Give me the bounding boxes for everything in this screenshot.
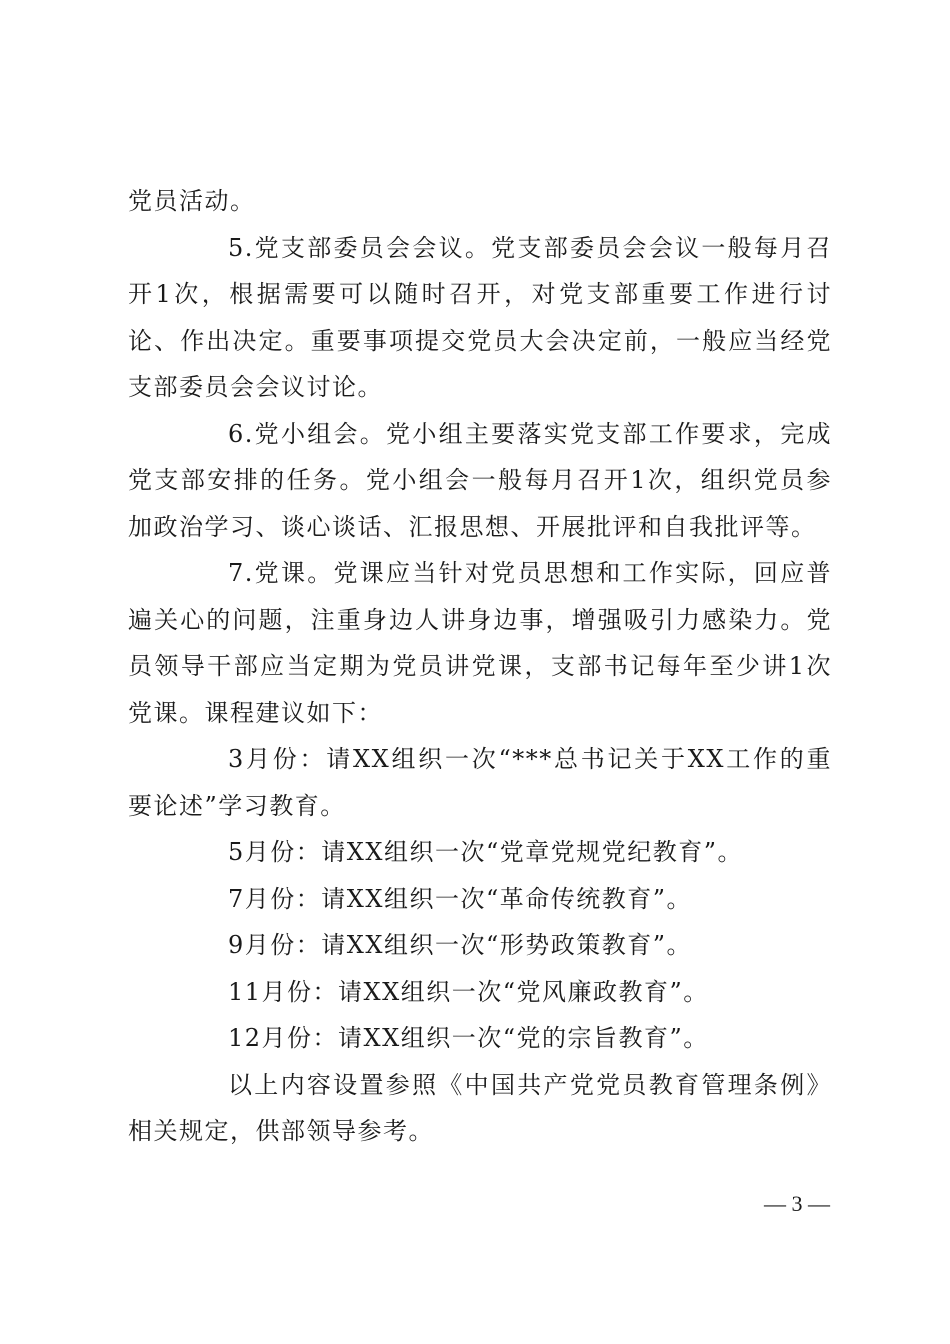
schedule-item-may: 5月份：请XX组织一次“党章党规党纪教育”。 xyxy=(228,838,743,866)
schedule-item-september: 9月份：请XX组织一次“形势政策教育”。 xyxy=(228,931,692,959)
schedule-item-july: 7月份：请XX组织一次“革命传统教育”。 xyxy=(228,884,692,913)
schedule-item-march: 3月份：请XX组织一次“***总书记关于XX工作的重要论述”学习教育。 xyxy=(128,745,832,820)
schedule-item-november: 11月份：请XX组织一次“党风廉政教育”。 xyxy=(228,977,709,1006)
paragraph-branch-committee-meeting: 5.党支部委员会会议。党支部委员会会议一般每月召开1次，根据需要可以随时召开，对党支部重要工作进行讨论、作出决定。重要事项提交党员大会决定前，一般应当经党支部委员会会议讨论。 xyxy=(128,233,832,401)
page-number: — 3 — xyxy=(764,1191,830,1216)
paragraph-party-lecture: 7.党课。党课应当针对党员思想和工作实际，回应普遍关心的问题，注重身边人讲身边事，增强吸引力感染力。党员领导干部应当定期为党员讲党课，支部书记每年至少讲1次党课。课程建议如下： xyxy=(128,559,832,727)
document-body xyxy=(128,178,832,1155)
schedule-item-december: 12月份：请XX组织一次“党的宗旨教育”。 xyxy=(228,1024,709,1052)
paragraph-continuation: 党员活动。 xyxy=(128,187,256,215)
paragraph-closing-note: 以上内容设置参照《中国共产党党员教育管理条例》相关规定，供部领导参考。 xyxy=(128,1070,832,1145)
paragraph-party-group-meeting: 6.党小组会。党小组主要落实党支部工作要求，完成党支部安排的任务。党小组会一般每月召开1次，组织党员参加政治学习、谈心谈话、汇报思想、开展批评和自我批评等。 xyxy=(128,419,832,541)
